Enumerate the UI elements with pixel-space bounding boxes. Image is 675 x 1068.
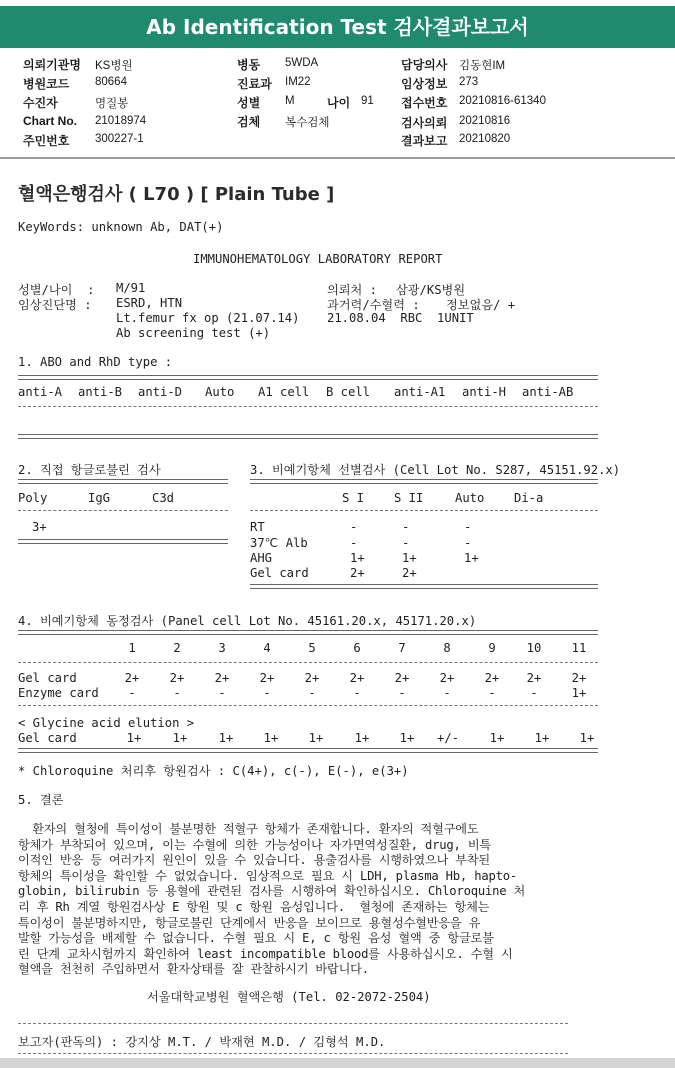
resident-no-label: 주민번호 xyxy=(23,134,70,148)
chloroquine-note: * Chloroquine 처리후 항원검사 : C(4+), c(-), E(-), e(3+) xyxy=(18,764,409,778)
dat-rule-bottom xyxy=(18,539,228,544)
screen-col-auto: Auto xyxy=(455,491,485,505)
conclusion-line: 항체의 특이성을 확인할 수 없었습니다. 임상적으로 필요 시 LDH, plasma Hb, hapto- xyxy=(18,868,518,883)
report-title-banner: Ab Identification Test 검사결과보고서 xyxy=(0,6,675,48)
abo-col-b-cell: B cell xyxy=(326,385,371,399)
panel-rule-mid xyxy=(18,662,598,663)
section-title: 혈액은행검사 ( L70 ) [ Plain Tube ] xyxy=(18,184,335,205)
screen-row-ahg-si: 1+ xyxy=(350,551,365,565)
reporter-rule-top xyxy=(18,1023,568,1024)
elution-cell: 1+ xyxy=(263,731,279,745)
ward-label: 병동 xyxy=(237,58,261,72)
panel-col-3: 3 xyxy=(218,641,226,655)
abo-rule-bottom xyxy=(18,434,598,439)
abo-col-auto: Auto xyxy=(205,385,235,399)
panel-gel-cell: 2+ xyxy=(259,671,275,685)
elution-gel-label: Gel card xyxy=(18,731,77,745)
panel-enzyme-cell: 1+ xyxy=(571,686,587,700)
panel-col-11: 11 xyxy=(571,641,587,655)
dept-value: IM22 xyxy=(285,76,311,88)
screen-row-alb-label: 37℃ Alb xyxy=(250,536,308,550)
referral-value: 삼광/KS병원 xyxy=(396,283,466,297)
lab-report-title: IMMUNOHEMATOLOGY LABORATORY REPORT xyxy=(193,252,443,266)
sex-label: 성별 xyxy=(237,96,261,110)
chart-no-label: Chart No. xyxy=(23,114,77,128)
clinical-value: 273 xyxy=(459,76,479,88)
dat-title: 2. 직접 항글로불린 검사 xyxy=(18,463,161,477)
elution-cell: +/- xyxy=(436,731,459,745)
diagnosis-line-3: Ab screening test (+) xyxy=(116,326,271,340)
panel-enzyme-cell: - xyxy=(308,686,316,700)
elution-rule-bottom xyxy=(18,748,598,753)
panel-enzyme-cell: - xyxy=(443,686,451,700)
screen-col-sii: S II xyxy=(394,491,424,505)
abo-title: 1. ABO and RhD type : xyxy=(18,355,173,369)
panel-enzyme-cell: - xyxy=(398,686,406,700)
test-req-label: 검사의뢰 xyxy=(401,116,448,130)
screen-row-rt-sii: - xyxy=(402,520,410,534)
elution-cell: 1+ xyxy=(126,731,142,745)
screen-row-ahg-label: AHG xyxy=(250,551,273,565)
transfusion-history: 21.08.04 RBC 1UNIT xyxy=(327,311,474,325)
panel-gel-cell: 2+ xyxy=(349,671,365,685)
elution-cell: 1+ xyxy=(534,731,550,745)
dat-rule-mid xyxy=(18,510,228,511)
panel-gel-cell: 2+ xyxy=(124,671,140,685)
elution-cell: 1+ xyxy=(489,731,505,745)
elution-cell: 1+ xyxy=(399,731,415,745)
panel-enzyme-cell: - xyxy=(530,686,538,700)
panel-gel-cell: 2+ xyxy=(439,671,455,685)
panel-rule-top xyxy=(18,630,598,635)
panel-gel-cell: 2+ xyxy=(214,671,230,685)
recipient-label: 수진자 xyxy=(23,96,58,110)
doctor-value: 김동현IM xyxy=(459,60,506,72)
req-org-label: 의뢰기관명 xyxy=(23,58,81,72)
elution-cell: 1+ xyxy=(579,731,595,745)
doctor-label: 담당의사 xyxy=(401,58,448,72)
screen-row-gel-si: 2+ xyxy=(350,566,365,580)
reporters: 보고자(판독의) : 강지상 M.T. / 박재현 M.D. / 김형석 M.D. xyxy=(18,1035,386,1049)
req-org-value: KS병원 xyxy=(95,60,133,72)
resident-no-value: 300227-1 xyxy=(95,133,144,145)
result-report-label: 결과보고 xyxy=(401,134,448,148)
panel-col-10: 10 xyxy=(526,641,542,655)
elution-cell: 1+ xyxy=(308,731,324,745)
screen-row-ahg-auto: 1+ xyxy=(464,551,479,565)
screen-row-rt-si: - xyxy=(350,520,358,534)
panel-col-7: 7 xyxy=(398,641,406,655)
abo-col-anti-h: anti-H xyxy=(462,385,507,399)
panel-col-5: 5 xyxy=(308,641,316,655)
panel-gel-cell: 2+ xyxy=(484,671,500,685)
dat-col-poly: Poly xyxy=(18,491,48,505)
panel-gel-cell: 2+ xyxy=(394,671,410,685)
abo-col-a1-cell: A1 cell xyxy=(258,385,310,399)
screen-row-alb-auto: - xyxy=(464,536,472,550)
abo-col-anti-d: anti-D xyxy=(138,385,183,399)
conclusion-line: 혈액을 천천히 주입하면서 환자상태를 잘 관찰하시기 바랍니다. xyxy=(18,962,369,977)
age-value: 91 xyxy=(361,95,374,107)
screen-col-si: S I xyxy=(342,491,365,505)
panel-gel-cell: 2+ xyxy=(169,671,185,685)
panel-enzyme-cell: - xyxy=(218,686,226,700)
screen-row-rt-auto: - xyxy=(464,520,472,534)
screen-rule-mid xyxy=(250,510,598,511)
conclusion-line: globin, bilirubin 등 용혈에 관련된 검사를 시행하여 확인하십시오. Chloroquine 처 xyxy=(18,884,526,899)
ward-value: 5WDA xyxy=(285,57,319,69)
hosp-code-label: 병원코드 xyxy=(23,77,70,91)
abo-rule-mid xyxy=(18,406,598,407)
conclusion-title: 5. 결론 xyxy=(18,793,64,807)
panel-col-4: 4 xyxy=(263,641,271,655)
history-value: 정보없음/ + xyxy=(446,298,516,312)
dept-label: 진료과 xyxy=(237,77,272,91)
receipt-value: 20210816-61340 xyxy=(459,95,546,107)
sex-age-label: 성별/나이 : xyxy=(18,283,95,297)
dat-col-igg: IgG xyxy=(88,491,111,505)
panel-col-1: 1 xyxy=(128,641,136,655)
page-bottom-strip xyxy=(0,1058,675,1068)
screen-row-alb-sii: - xyxy=(402,536,410,550)
panel-enzyme-cell: - xyxy=(488,686,496,700)
specimen-value: 복수검체 xyxy=(285,117,330,129)
clinical-label: 임상정보 xyxy=(401,77,448,91)
panel-col-8: 8 xyxy=(443,641,451,655)
screen-row-gel-sii: 2+ xyxy=(402,566,417,580)
screen-row-gel-label: Gel card xyxy=(250,566,309,580)
bloodbank-signature: 서울대학교병원 혈액은행 (Tel. 02-2072-2504) xyxy=(147,990,431,1004)
specimen-label: 검체 xyxy=(237,115,261,129)
diagnosis-line-1: ESRD, HTN xyxy=(116,296,183,310)
panel-enzyme-label: Enzyme card xyxy=(18,686,99,700)
abo-col-anti-ab: anti-AB xyxy=(522,385,574,399)
elution-title: < Glycine acid elution > xyxy=(18,716,195,730)
panel-col-2: 2 xyxy=(173,641,181,655)
panel-enzyme-cell: - xyxy=(173,686,181,700)
screen-row-alb-si: - xyxy=(350,536,358,550)
sex-age-value: M/91 xyxy=(116,281,146,295)
abo-col-anti-a1: anti-A1 xyxy=(394,385,446,399)
diagnosis-line-2: Lt.femur fx op (21.07.14) xyxy=(116,311,300,325)
screen-rule-top xyxy=(250,479,598,484)
history-label: 과거력/수혈력 : xyxy=(327,298,420,312)
chart-no-value: 21018974 xyxy=(95,115,147,127)
elution-cell: 1+ xyxy=(172,731,188,745)
abo-col-anti-a: anti-A xyxy=(18,385,63,399)
header-divider xyxy=(0,157,675,159)
elution-cell: 1+ xyxy=(218,731,234,745)
elution-cell: 1+ xyxy=(354,731,370,745)
screen-row-ahg-sii: 1+ xyxy=(402,551,417,565)
conclusion-line: 리 후 Rh 계열 항원검사상 E 항원 및 c 항원 음성입니다. 혈청에 존재하는 항체는 xyxy=(18,900,490,914)
panel-col-9: 9 xyxy=(488,641,496,655)
conclusion-line: 환자의 혈청에 특이성이 불분명한 적혈구 항체가 존재합니다. 환자의 적혈구에도 xyxy=(18,822,479,836)
conclusion-line: 린 단계 교차시험까지 확인하여 least incompatible blood를 사용하십시오. 수혈 시 xyxy=(18,946,513,961)
panel-enzyme-cell: - xyxy=(263,686,271,700)
dat-col-c3d: C3d xyxy=(152,491,175,505)
panel-gel-cell: 2+ xyxy=(526,671,542,685)
receipt-label: 접수번호 xyxy=(401,96,448,110)
conclusion-line: 이적인 반응 등 여러가지 원인이 있을 수 있습니다. 용출검사를 시행하였으나 부착된 xyxy=(18,853,490,868)
age-label: 나이 xyxy=(327,96,351,110)
recipient-value: 명질봉 xyxy=(95,98,129,110)
conclusion-line: 항체가 부착되어 있으며, 이는 수혈에 의한 가능성이나 자가면역성질환, drug, 비특 xyxy=(18,837,491,852)
panel-rule-bottom xyxy=(18,705,598,706)
test-req-value: 20210816 xyxy=(459,115,511,127)
panel-title: 4. 비예기항체 동정검사 (Panel cell Lot No. 45161.20.x, 45171.20.x) xyxy=(18,614,477,628)
conclusion-line: 특이성이 불분명하지만, 항글로불린 단계에서 반응을 보이므로 용혈성수혈반응을 유 xyxy=(18,915,481,930)
panel-col-6: 6 xyxy=(353,641,361,655)
panel-gel-cell: 2+ xyxy=(571,671,587,685)
patient-header xyxy=(0,52,675,154)
hosp-code-value: 80664 xyxy=(95,76,127,88)
screen-rule-bottom xyxy=(250,584,598,589)
screen-row-rt-label: RT xyxy=(250,520,265,534)
referral-label: 의뢰처 : xyxy=(327,283,377,297)
panel-enzyme-cell: - xyxy=(353,686,361,700)
keywords: KeyWords: unknown Ab, DAT(+) xyxy=(18,220,224,234)
conclusion-line: 발할 가능성을 배제할 수 없습니다. 수혈 필요 시 E, c 항원 음성 혈액 중 항글로불 xyxy=(18,931,494,946)
panel-gel-label: Gel card xyxy=(18,671,77,685)
abo-col-anti-b: anti-B xyxy=(78,385,123,399)
panel-gel-cell: 2+ xyxy=(304,671,320,685)
abo-rule-top xyxy=(18,375,598,380)
dat-value-poly: 3+ xyxy=(32,520,47,534)
dat-rule-top xyxy=(18,479,228,484)
diagnosis-label: 임상진단명 : xyxy=(18,298,92,312)
panel-enzyme-cell: - xyxy=(128,686,136,700)
screen-col-dia: Di-a xyxy=(514,491,544,505)
result-report-value: 20210820 xyxy=(459,133,511,145)
reporter-rule-bottom xyxy=(18,1053,568,1054)
sex-value: M xyxy=(285,95,295,107)
screen-title: 3. 비예기항체 선별검사 (Cell Lot No. S287, 45151.92.x) xyxy=(250,463,621,477)
